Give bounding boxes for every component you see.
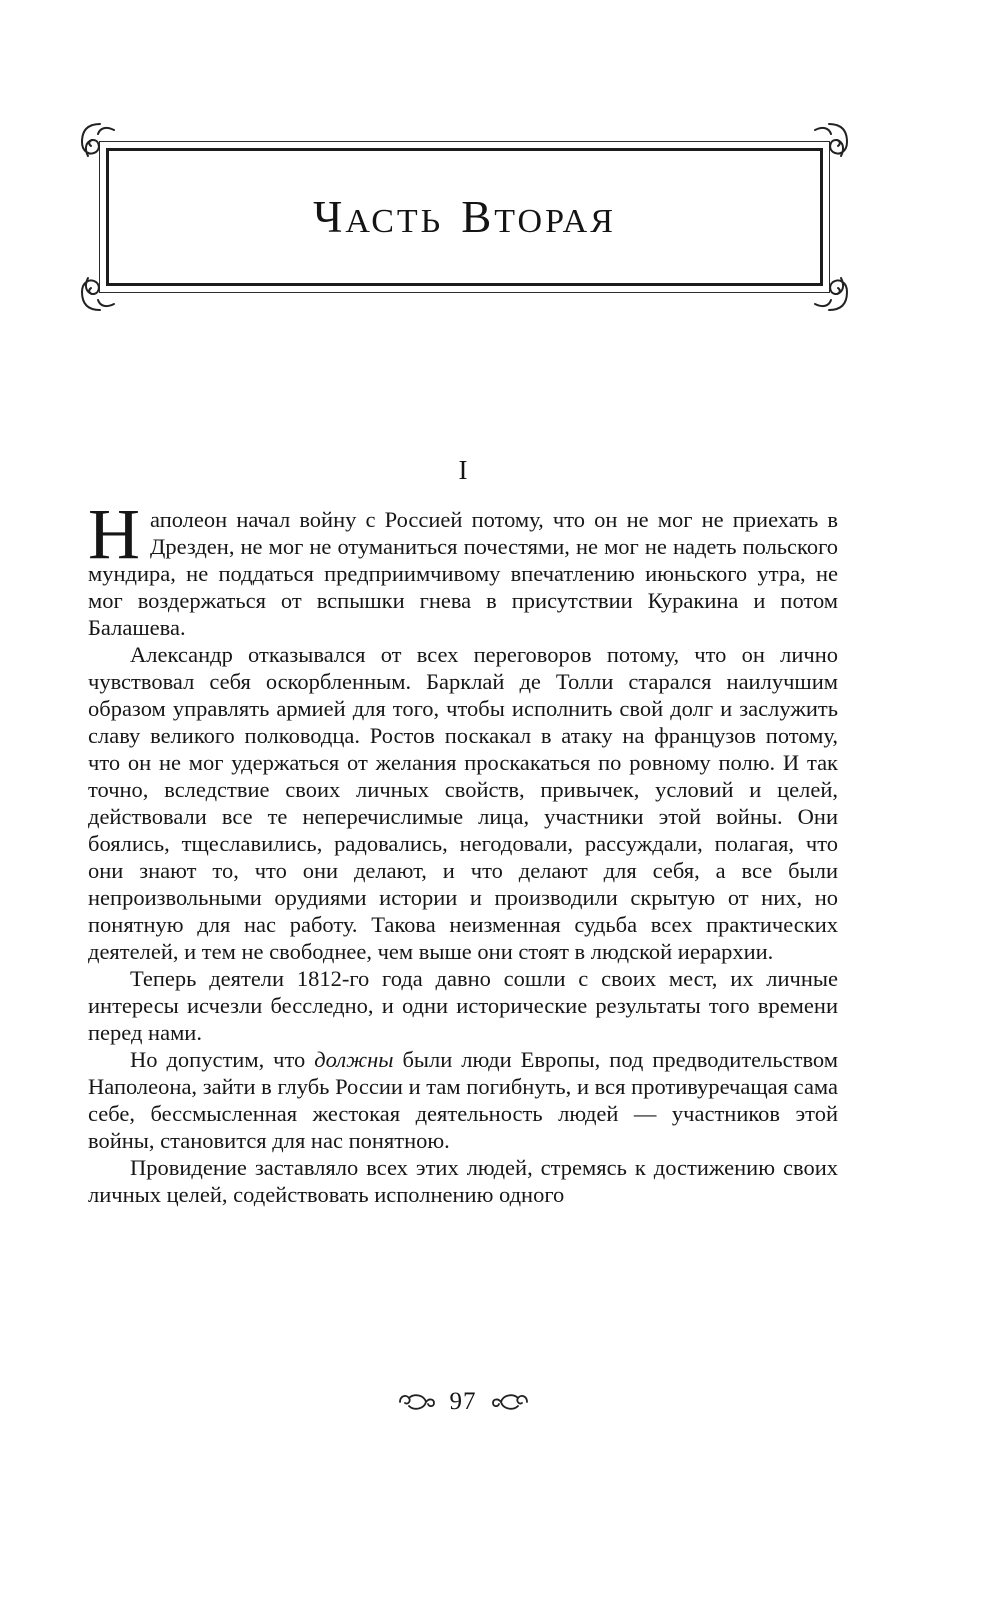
- part-title-initial: В: [461, 192, 495, 242]
- page-number: 97: [449, 1388, 477, 1415]
- part-title-smallcaps: АСТЬ: [345, 203, 444, 240]
- paragraph-text: Но допустим, что: [130, 1047, 315, 1072]
- corner-flourish-icon: [785, 248, 849, 312]
- part-title-smallcaps: ТОРАЯ: [494, 203, 616, 240]
- body-text: [88, 494, 838, 1208]
- page-footer: [88, 1388, 838, 1416]
- paragraph: [88, 494, 838, 641]
- part-title-word: [461, 191, 616, 243]
- chapter-title-frame: [99, 141, 830, 293]
- paragraph: Провидение заставляло всех этих людей, стремясь к достижению своих личных целей, содействовать исполнению одного: [88, 1155, 838, 1207]
- paragraph: Александр отказывался от всех переговоров потому, что он лично чувствовал себя оскорбленным. Барклай де Толли старался наилучшим образом управлять армией для того, чтобы исполнить свой долг и заслужить славу великого полководца. Ростов поскакал в атаку на французов потому, что он не мог удержаться от желания проскакаться по ровному полю. И так точно, вследствие своих личных свойств, привычек, условий и целей, действовали все те неперечислимые лица, участники этой войны. Они боялись, тщеславились, радовались, негодовали, рассуждали, полагая, что они знают то, что они делают, и что делают для себя, а все были непроизвольными орудиями истории и производили скрытую от них, но понятную для нас работу. Такова неизменная судьба всех практических деятелей, и тем не свободнее, чем выше они стоят в людской иерархии.: [88, 642, 838, 964]
- chapter-numeral: I: [458, 455, 468, 485]
- corner-flourish-icon: [785, 122, 849, 186]
- paragraph: Теперь деятели 1812-го года давно сошли с своих мест, их личные интересы исчезли бесследно, и одни исторические результаты того времени перед нами.: [88, 966, 838, 1045]
- corner-flourish-icon: [80, 248, 144, 312]
- paragraph-text: аполеон начал войну с Россией потому, что он не мог не приехать в Дрезден, не мог не отуманиться почестями, не мог не надеть польского мундира, не поддаться предприимчивому впечатлению июньского утра, не мог воздержаться от вспышки гнева в присутствии Куракина и потом Балашева.: [88, 507, 838, 640]
- title-frame-inner: [106, 148, 823, 286]
- dropcap-letter: Н: [88, 494, 140, 574]
- corner-flourish-icon: [80, 122, 144, 186]
- footer-ornament-right-icon: [491, 1391, 531, 1413]
- paragraph-text: были люди Европы, под предводительством Наполеона, зайти в глубь России и там погибнуть, и вся противуречащая сама себе, бессмысленная жестокая деятельность людей — участников этой войны, становится для нас понятною.: [88, 1047, 838, 1153]
- part-title-initial: Ч: [313, 192, 346, 242]
- part-title: [313, 191, 616, 243]
- footer-ornament-left-icon: [396, 1391, 436, 1413]
- paragraph-text-italic: должны: [314, 1047, 394, 1072]
- paragraph: [88, 1046, 838, 1154]
- part-title-word: [313, 191, 443, 243]
